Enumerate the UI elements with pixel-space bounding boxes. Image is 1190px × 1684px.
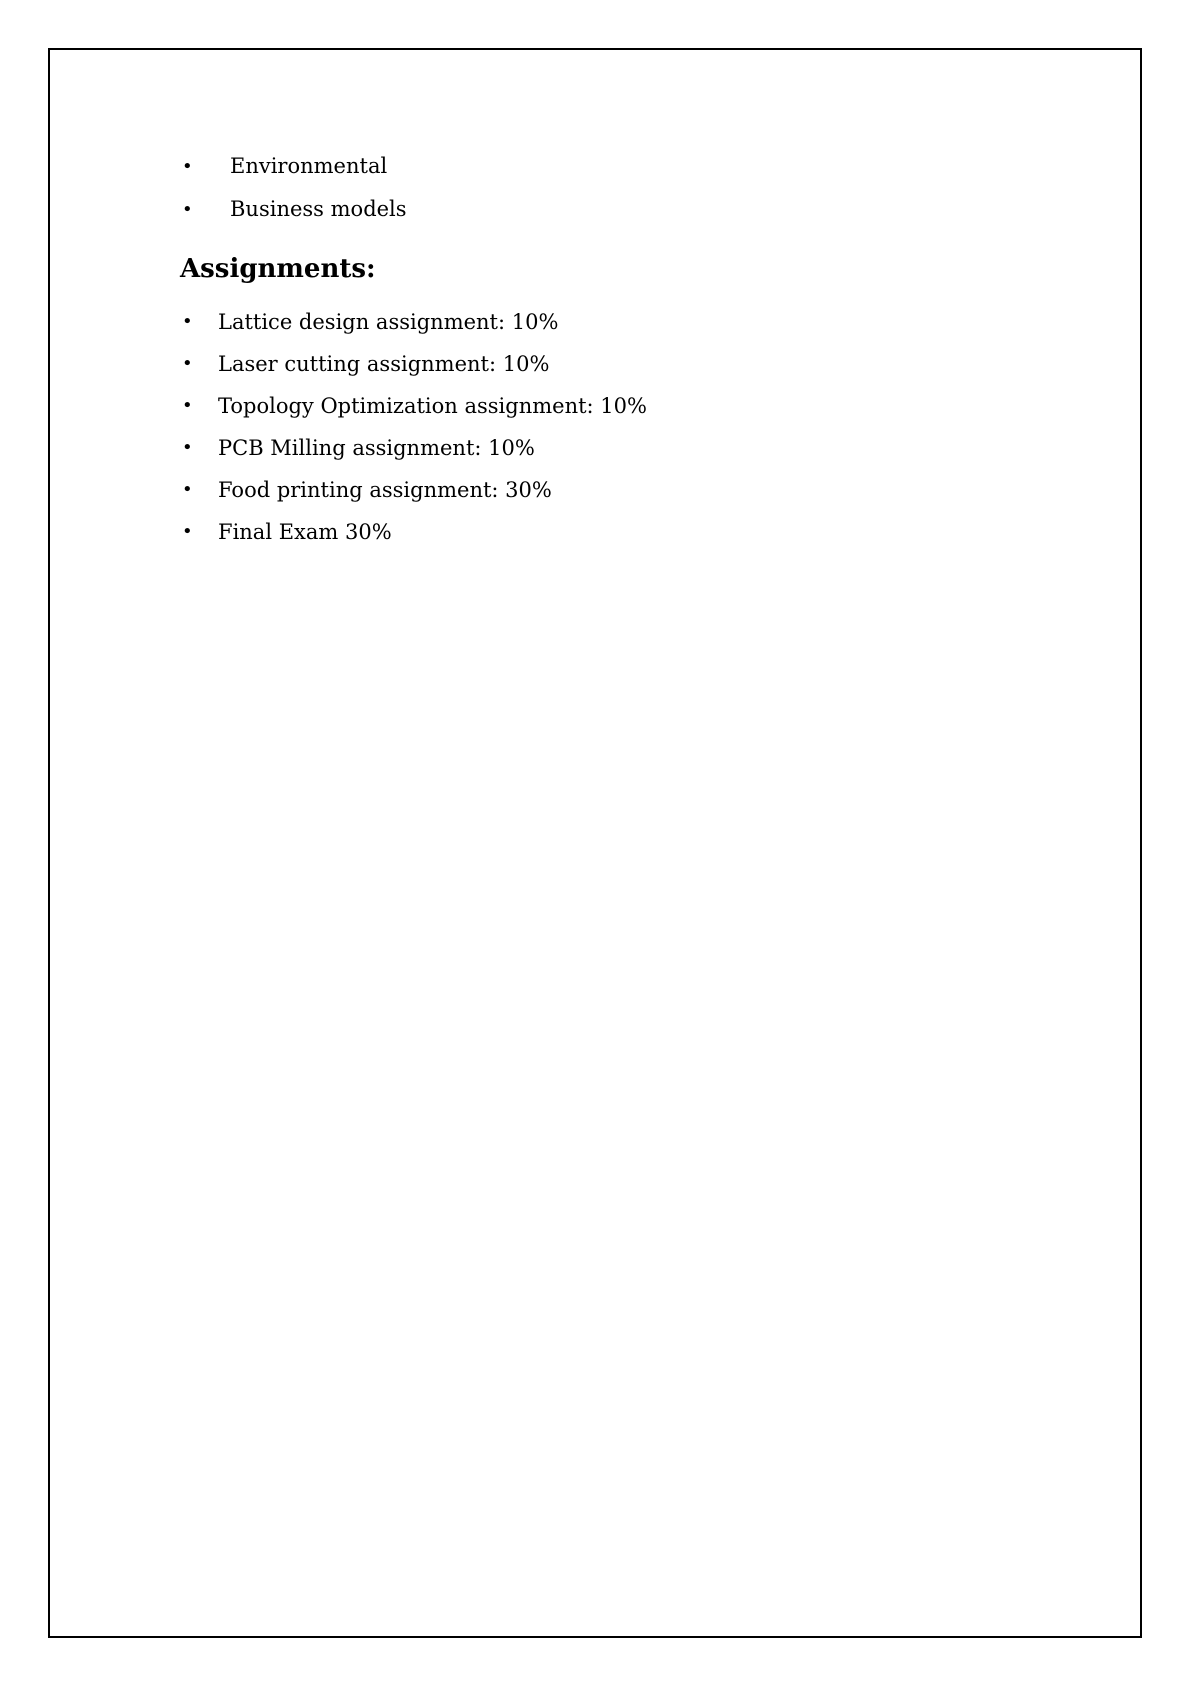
page-content bbox=[180, 145, 1130, 553]
list-item-label: Environmental bbox=[230, 154, 388, 178]
assignment-label: Topology Optimization assignment: 10% bbox=[218, 394, 647, 418]
assignment-label: Laser cutting assignment: 10% bbox=[218, 352, 550, 376]
assignment-label: Food printing assignment: 30% bbox=[218, 478, 552, 502]
bullet-icon: • bbox=[182, 479, 193, 500]
list-item bbox=[180, 469, 1130, 511]
topic-list-continued bbox=[180, 145, 1130, 231]
list-item bbox=[180, 511, 1130, 553]
assignment-label: Lattice design assignment: 10% bbox=[218, 310, 559, 334]
list-item-label: Business models bbox=[230, 197, 407, 221]
list-item bbox=[180, 343, 1130, 385]
bullet-icon: • bbox=[182, 311, 193, 332]
assignment-label: Final Exam 30% bbox=[218, 520, 392, 544]
bullet-icon: • bbox=[182, 156, 193, 177]
bullet-icon: • bbox=[182, 353, 193, 374]
list-item bbox=[180, 145, 1130, 188]
bullet-icon: • bbox=[182, 395, 193, 416]
list-item bbox=[180, 385, 1130, 427]
bullet-icon: • bbox=[182, 437, 193, 458]
assignments-heading: Assignments: bbox=[180, 254, 376, 284]
list-item bbox=[180, 188, 1130, 231]
assignment-label: PCB Milling assignment: 10% bbox=[218, 436, 535, 460]
bullet-icon: • bbox=[182, 199, 193, 220]
bullet-icon: • bbox=[182, 521, 193, 542]
list-item bbox=[180, 301, 1130, 343]
list-item bbox=[180, 427, 1130, 469]
assignments-list bbox=[180, 301, 1130, 553]
